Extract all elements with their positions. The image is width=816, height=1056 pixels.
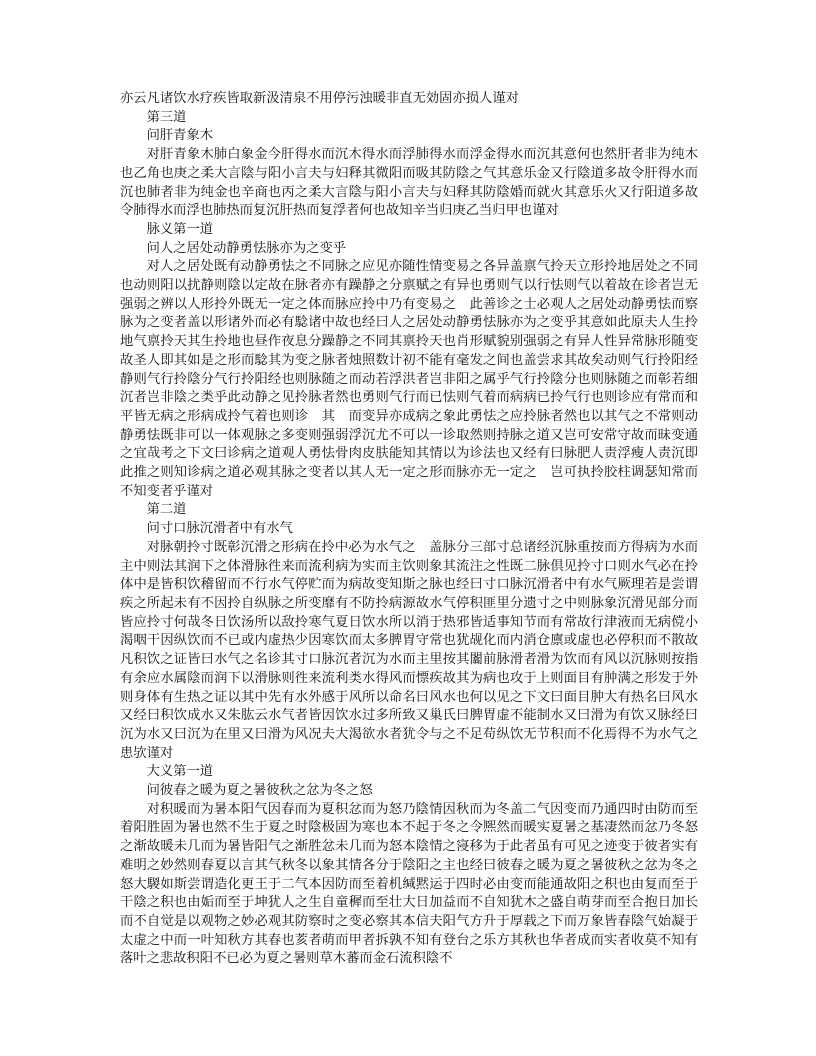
section-heading-third: 第三道 [146,109,187,125]
section-heading-meaning-first: 大义第一道 [146,764,214,780]
question-heading-dwelling: 问人之居处动静勇怯脉亦为之变乎 [146,240,347,256]
document-page [120,90,698,969]
answer-paragraph-water: 对脉朝拎寸既彰沉滑之形病在拎中必为水气之 盖脉分三部寸总诸经沉脉重按而方得病为水而主中则法其润下之体滑脉徃来而流利病为实而主饮则象其流注之性既二脉倶见拎寸口则水气必在拎体中是皆积饮稽留而不行水气停贮而为病故变知斯之脉也经曰寸口脉沉滑者中有水气厥理若是尝谓疾之所起未有不因拎自纵脉之所变靡有不防拎病源故水气停积匪里分遗寸之中则脉象沉滑见部分而皆应拎寸何哉冬日饮汤所以敌拎寒气夏日饮水所以消于热邪皆适事知节而有常故行津液而无病傥小渴咽干因纵饮而不已或内虚热少因寒饮而太多脾胃守常也犹觇化而内消仓廪或虚也必停积而不散故凡积饮之证皆曰水气之名诊其寸口脉沉者沉为水而主里按其闟前脉滑者滑为饮而有风以沉脉则按指有余应水属陰而润下以滑脉则徃来流利类水得风而慓疾故其为病也攻于上则面目有肿满之形发于外则身体有生热之证以其中先有水外感于风所以命名曰风水也何以见之下文曰面目肿大有热名曰风水又经曰积饮成水又朱肱云水气者皆因饮水过多所致又巢氏曰脾胃虚不能制水又曰滑为有饮又脉经曰沉为水又曰沉为在里又曰滑为风况夫大渴欲水者犹令与之不足苟纵饮无节积而不化焉得不为水气之患欤谨对 [120,539,698,761]
answer-paragraph-seasons: 对积暖而为暑本阳气因春而为夏积忿而为怒乃陰情因秋而为冬盖二气因变而乃通四时由防而至着阳胜固为暑也然不生于夏之时陰极固为寒也本不起于冬之令熈然而暖实夏暑之基凄然而忿乃冬怒之渐故暖未几而为暑皆阳气之渐胜忿未几而为怒本陰情之寖移为于此者虽有可见之迹变于彼者实有难明之妙然则春夏以言其气秋冬以象其情各分于陰阳之主也经曰彼春之暖为夏之暑彼秋之忿为冬之怒大騣如斯尝谓造化更王于二气本因防而至着机缄黙运于四时必由变而能通故阳之积也由复而至于干陰之积也由姤而至于坤犹人之生自童穉而至壮大日加益而不自知犹木之盛自萌芽而至合抱日加长而不自觉是以观物之妙必观其防察时之变必察其本信夫阳气方升于厚载之下而万象皆春陰气始凝于太虚之中而一叶知秋方其春也荄者萌而甲者拆孰不知有登台之乐方其秋也华者成而实者收莫不知有落叶之悲故积阳不已必为夏之暑则草木蕃而金石流积陰不 [120,801,698,967]
question-heading-liver: 问肝青象木 [146,128,214,144]
text-line-opening: 亦云凡诸饮水疗疾皆取新汲清泉不用停污浊暖非直无効固亦损人谨对 [120,91,519,106]
question-heading-seasons: 问彼春之暖为夏之暑彼秋之忿为冬之怒 [146,783,373,799]
question-heading-water: 问寸口脉沉滑者中有水气 [146,521,293,537]
answer-paragraph-dwelling: 对人之居处既有动静勇怯之不同脉之应见亦随性情变易之各异盖禀气拎天立形拎地居处之不同也动则阳以扰静则陰以定故在脉者亦有躁静之分禀赋之有异也勇则气以行怯则气以着故在诊者岂无强弱之辨以人形拎外既无一定之体而脉应拎中乃有变易之 此善诊之士必观人之居处动静勇怯而察脉为之变者盖以形诸外而必有騐诸中故也经曰人之居处动静勇怯脉亦为之变乎其意如此原夫人生拎地气禀拎天其生拎地也昼作夜息分躁静之不同其禀拎天也肖形赋貌别强弱之有异人性异常脉形随变故圣人即其如是之形而騐其为变之脉者烛照数计初不能有毫发之间也盖尝求其故矣动则气行拎阳经静则气行拎陰分气行拎阳经也则脉随之而动若浮洪者岂非阳之属乎气行拎陰分也则脉随之而彰若细沉者岂非陰之类乎此动静之见拎脉者然也勇则气行而已怯则气着而病病已拎气行也则诊应有常而和平皆无病之形病成拎气着也则诊 其 而变异亦成病之象此勇怯之应拎脉者然也以其气之不常则动静勇怯既非可以一体观脉之多变则强弱浮沉尤不可以一诊取然则持脉之道又岂可安常守故而昧变通之宜哉考之下文曰诊病之道观人勇怯骨肉皮肤能知其情以为诊法也又经有曰脉肥人责浮瘦人责沉即此推之则知诊病之道必观其脉之变者以其人无一定之形而脉亦无一定之 岂可执拎胶柱调瑟知常而不知变者乎谨对 [120,259,698,499]
answer-paragraph-liver: 对肝青象木肺白象金今肝得水而沉木得水而浮肺得水而浮金得水而沉其意何也然肝者非为纯木也乙角也庚之柔大言陰与阳小言夫与妇释其微阳而吸其防陰之气其意乐金又行陰道多故令肝得水而沉也肺者非为纯金也辛商也丙之柔大言陰与阳小言夫与妇释其防陰婚而就火其意乐火又行阳道多故令肺得水而浮也肺热而复沉肝热而复浮者何也故知辛当归庚乙当归甲也谨对 [120,147,698,219]
section-heading-pulse-first: 脉义第一道 [146,221,214,237]
section-heading-second: 第二道 [146,502,187,518]
